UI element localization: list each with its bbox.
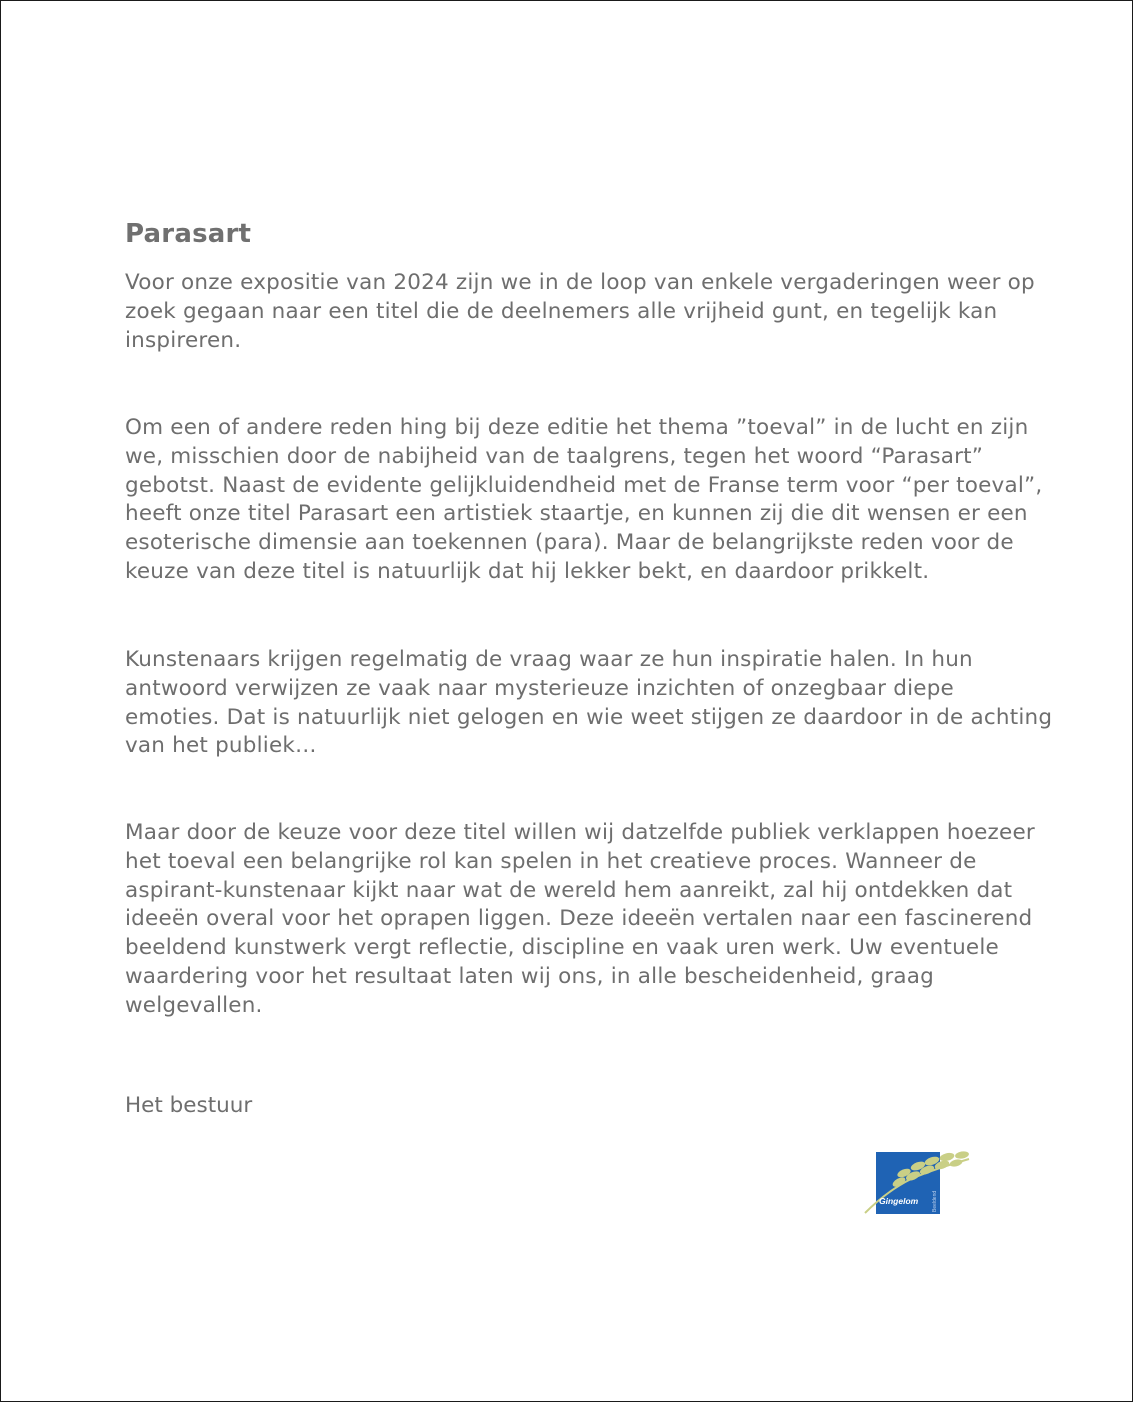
paragraph-coincidence: Maar door de keuze voor deze titel willen wij datzelfde publiek verklappen hoezeer het toeval een belangrijke rol kan spelen in het creatieve proces. Wanneer de aspirant-kunstenaar kijkt naar wat de wereld hem aanreikt, zal hij ontdekken dat ideeën overal voor het oprapen liggen. Deze ideeën vertalen naar een fascinerend beeldend kunstwerk vergt reflectie, discipline en vaak uren werk. Uw eventuele waardering voor het resultaat laten wij ons, in alle bescheidenheid, graag welgevallen.: [125, 820, 1035, 1018]
logo-name: Gingelom: [879, 1196, 919, 1206]
wheat-ear-icon: [863, 1149, 975, 1215]
paragraph-inspiration: Kunstenaars krijgen regelmatig de vraag waar ze hun inspiratie halen. In hun antwoord verwijzen ze vaak naar mysterieuze inzichten of onzegbaar diepe emoties. Dat is natuurlijk niet gelogen en wie weet stijgen ze daardoor in de achting van het publiek…: [125, 647, 1053, 759]
logo-subtext: Beeldend: [932, 1190, 938, 1212]
page-title: Parasart: [125, 219, 252, 249]
signature: Het bestuur: [125, 1093, 253, 1118]
paragraph-theme: Om een of andere reden hing bij deze editie het thema ”toeval” in de lucht en zijn we, misschien door de nabijheid van de taalgrens, tegen het woord “Parasart” gebotst. Naast de evidente gelijkluidendheid met de Franse term voor “per toeval”, heeft onze titel Parasart een artistiek staartje, en kunnen zij die dit wensen er een esoterische dimensie aan toekennen (para). Maar de belangrijkste reden voor de keuze van deze titel is natuurlijk dat hij lekker bekt, en daardoor prikkelt.: [125, 415, 1043, 584]
paragraph-intro: Voor onze expositie van 2024 zijn we in de loop van enkele vergaderingen weer op zoek gegaan naar een titel die de deelnemers alle vrijheid gunt, en tegelijk kan inspireren.: [125, 270, 1035, 353]
gingelom-logo: [863, 1149, 975, 1215]
